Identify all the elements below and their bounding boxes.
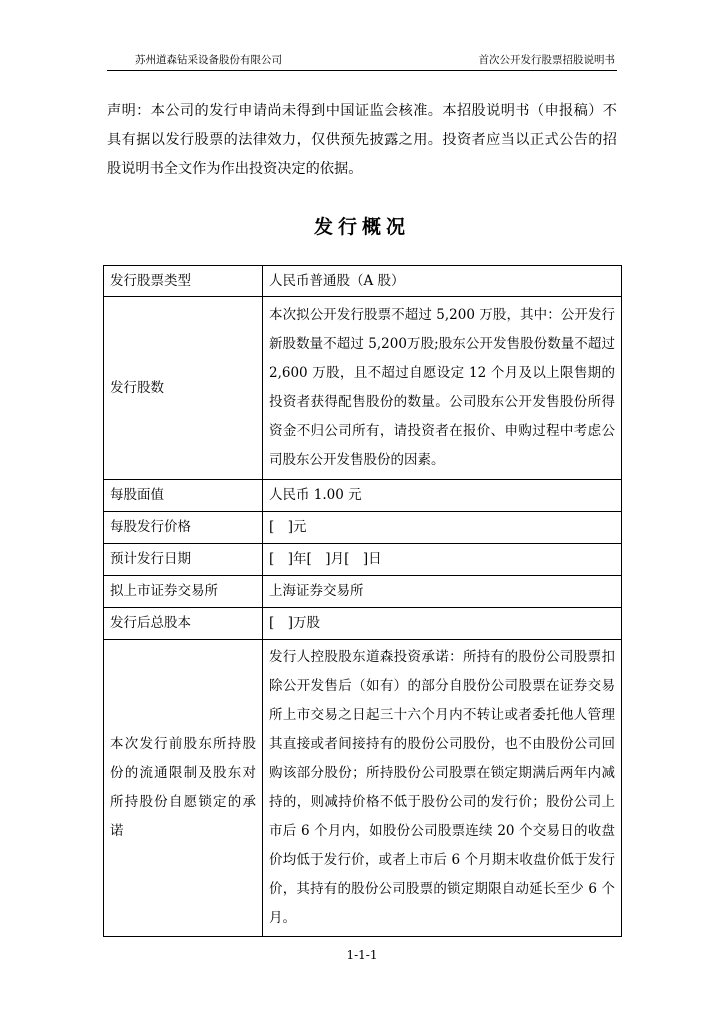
row-value: [ ]年[ ]月[ ]日	[263, 544, 622, 576]
page-number: 1-1-1	[346, 948, 378, 962]
row-label: 预计发行日期	[104, 544, 263, 576]
table-row	[104, 297, 622, 480]
table-row	[104, 512, 622, 544]
header-company-name: 苏州道森钻采设备股份有限公司	[135, 54, 282, 66]
header-document-title: 首次公开发行股票招股说明书	[478, 54, 615, 66]
row-value: 人民币普通股（A 股）	[263, 266, 622, 297]
row-value: [ ]元	[263, 512, 622, 544]
row-label: 拟上市证券交易所	[104, 576, 263, 608]
row-label: 本次发行前股东所持股份的流通限制及股东对所持股份自愿锁定的承诺	[110, 736, 256, 839]
row-label: 每股面值	[104, 480, 263, 512]
row-label: 发行股数	[104, 297, 263, 480]
row-value: 发行人控股股东道森投资承诺：所持有的股份公司股票扣除公开发售后（如有）的部分自股份公司股票在证券交易所上市交易之日起三十六个月内不转让或者委托他人管理其直接或者间接持有的股份公司股份，也不由股份公司回购该部分股份；所持股份公司股票在锁定期满后两年内减持的，则减持价格不低于股份公司的发行价；股份公司上市后 6 个月内，如股份公司股票连续 20 个交易日的收盘价均低于发行价，或者上市后 6 个月期末收盘价低于发行价，其持有的股份公司股票的锁定期限自动延长至少 6 个月。	[263, 640, 622, 937]
row-label: 发行后总股本	[104, 608, 263, 640]
table-row	[104, 608, 622, 640]
table-row	[104, 544, 622, 576]
row-label: 发行股票类型	[104, 266, 263, 297]
table-row	[104, 576, 622, 608]
page-header	[107, 50, 617, 71]
section-title: 发行概况	[313, 216, 410, 238]
table-row	[104, 480, 622, 512]
row-label-cell	[104, 640, 263, 937]
table-row	[104, 640, 622, 937]
table-row	[104, 266, 622, 297]
row-label: 每股发行价格	[104, 512, 263, 544]
row-value: 本次拟公开发行股票不超过 5,200 万股，其中：公开发行新股数量不超过 5,200万股;股东公开发售股份数量不超过 2,600 万股，且不超过自愿设定 12 个月及以上限售期的投资者获得配售股份的数量。公司股东公开发售股份所得资金不归公司所有，请投资者在报价、申购过程中考虑公司股东公开发售股份的因素。	[263, 297, 622, 480]
offering-overview-table	[103, 265, 622, 937]
disclaimer-statement: 声明：本公司的发行申请尚未得到中国证监会核准。本招股说明书（申报稿）不具有据以发行股票的法律效力，仅供预先披露之用。投资者应当以正式公告的招股说明书全文作为作出投资决定的依据。	[107, 103, 617, 177]
row-value: 人民币 1.00 元	[263, 480, 622, 512]
row-value: [ ]万股	[263, 608, 622, 640]
row-value: 上海证券交易所	[263, 576, 622, 608]
